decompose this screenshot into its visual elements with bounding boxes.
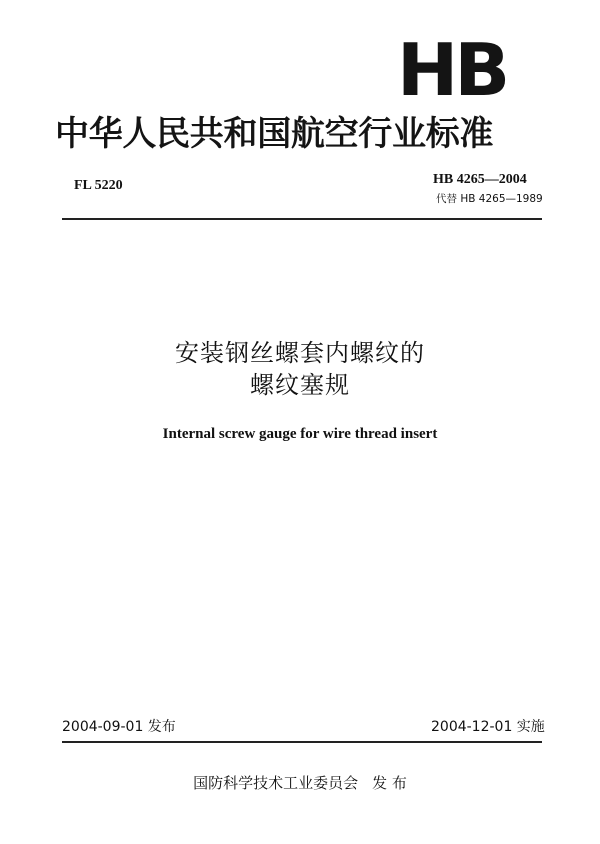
standard-category-title: 中华人民共和国航空行业标准 <box>55 114 494 154</box>
classification-code: FL 5220 <box>74 178 123 193</box>
bottom-divider <box>62 741 542 743</box>
document-title-cn-line2: 螺纹塞规 <box>250 371 350 399</box>
standard-number: HB 4265—2004 <box>433 172 527 187</box>
issue-date: 2004-09-01 发布 <box>62 719 176 735</box>
implementation-date: 2004-12-01 实施 <box>431 719 545 735</box>
top-divider <box>62 218 542 220</box>
issuer-organization: 国防科学技术工业委员会 <box>193 774 359 792</box>
issuer-line <box>0 772 600 793</box>
issuer-action: 发 布 <box>372 774 407 792</box>
document-title-cn-line1: 安装钢丝螺套内螺纹的 <box>175 339 425 367</box>
document-title-en: Internal screw gauge for wire thread insert <box>162 426 438 442</box>
replaces-standard: 代替 HB 4265—1989 <box>436 193 543 205</box>
hb-logo: HB <box>396 28 507 112</box>
